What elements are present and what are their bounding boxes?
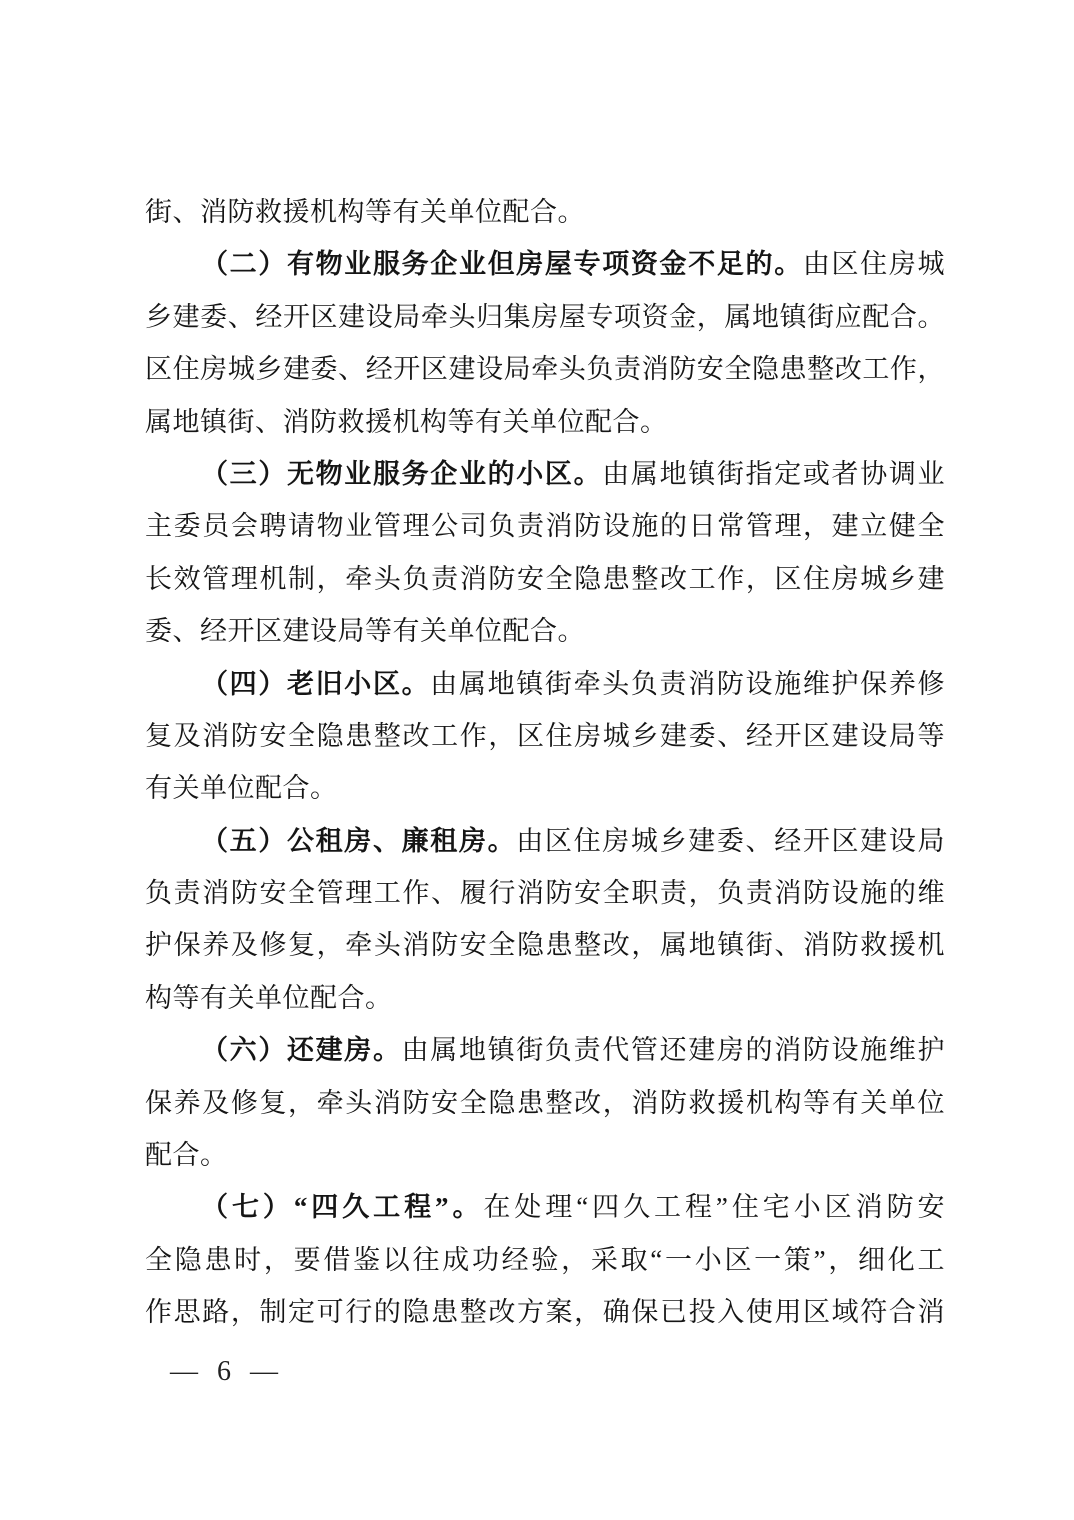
text-line (145, 1129, 945, 1181)
body-text: 长效管理机制，牵头负责消防安全隐患整改工作，区住房城乡建 (145, 563, 945, 594)
body-text: 乡建委、经开区建设局牵头归集房屋专项资金，属地镇街应配合。 (145, 301, 945, 332)
body-text: 护保养及修复，牵头消防安全隐患整改，属地镇街、消防救援机 (145, 930, 945, 961)
text-line (145, 238, 945, 290)
body-text: 负责消防安全管理工作、履行消防安全职责，负责消防设施的维 (145, 878, 945, 909)
text-line (145, 291, 945, 343)
body-text: 区住房城乡建委、经开区建设局牵头负责消防安全隐患整改工作， (145, 354, 945, 385)
body-text: 街、消防救援机构等有关单位配合。 (145, 197, 585, 227)
body-text: 作思路，制定可行的隐患整改方案，确保已投入使用区域符合消 (145, 1297, 945, 1328)
body-text: 复及消防安全隐患整改工作，区住房城乡建委、经开区建设局等 (145, 720, 945, 751)
text-line (145, 186, 945, 238)
text-line (145, 815, 945, 867)
body-text: 由区住房城乡建委、经开区建设局 (516, 825, 946, 856)
body-text: 在处理“四久工程”住宅小区消防安 (483, 1192, 946, 1223)
text-line (145, 1234, 945, 1286)
text-line (145, 1181, 945, 1233)
text-line (145, 605, 945, 657)
text-line (145, 500, 945, 552)
section-heading: （七）“四久工程”。 (201, 1192, 484, 1223)
section-heading: （二）有物业服务企业但房屋专项资金不足的。 (201, 249, 803, 280)
body-text: 由属地镇街指定或者协调业 (602, 458, 946, 489)
text-line (145, 1024, 945, 1076)
text-line (145, 762, 945, 814)
document-body (145, 186, 945, 1339)
body-text: 保养及修复，牵头消防安全隐患整改，消防救援机构等有关单位 (145, 1087, 945, 1118)
body-text: 配合。 (145, 1140, 228, 1171)
body-text: 由属地镇街牵头负责消防设施维护保养修 (430, 668, 946, 699)
page-number: — 6 — (170, 1356, 284, 1387)
text-line (145, 972, 945, 1024)
section-heading: （六）还建房。 (201, 1035, 402, 1066)
body-text: 全隐患时，要借鉴以往成功经验，采取“一小区一策”，细化工 (145, 1244, 945, 1275)
text-line (145, 1077, 945, 1129)
text-line (145, 710, 945, 762)
body-text: 主委员会聘请物业管理公司负责消防设施的日常管理，建立健全 (145, 511, 945, 542)
text-line (145, 658, 945, 710)
body-text: 构等有关单位配合。 (145, 982, 393, 1013)
text-line (145, 343, 945, 395)
text-line (145, 1286, 945, 1338)
body-text: 由区住房城 (802, 249, 945, 280)
body-text: 有关单位配合。 (145, 773, 338, 804)
text-line (145, 396, 945, 448)
text-line (145, 553, 945, 605)
text-line (145, 919, 945, 971)
section-heading: （四）老旧小区。 (201, 668, 431, 699)
text-line (145, 867, 945, 919)
section-heading: （五）公租房、廉租房。 (201, 825, 517, 856)
body-text: 委、经开区建设局等有关单位配合。 (145, 616, 585, 647)
text-line (145, 448, 945, 500)
body-text: 属地镇街、消防救援机构等有关单位配合。 (145, 406, 668, 437)
section-heading: （三）无物业服务企业的小区。 (201, 458, 603, 489)
body-text: 由属地镇街负责代管还建房的消防设施维护 (401, 1035, 946, 1066)
